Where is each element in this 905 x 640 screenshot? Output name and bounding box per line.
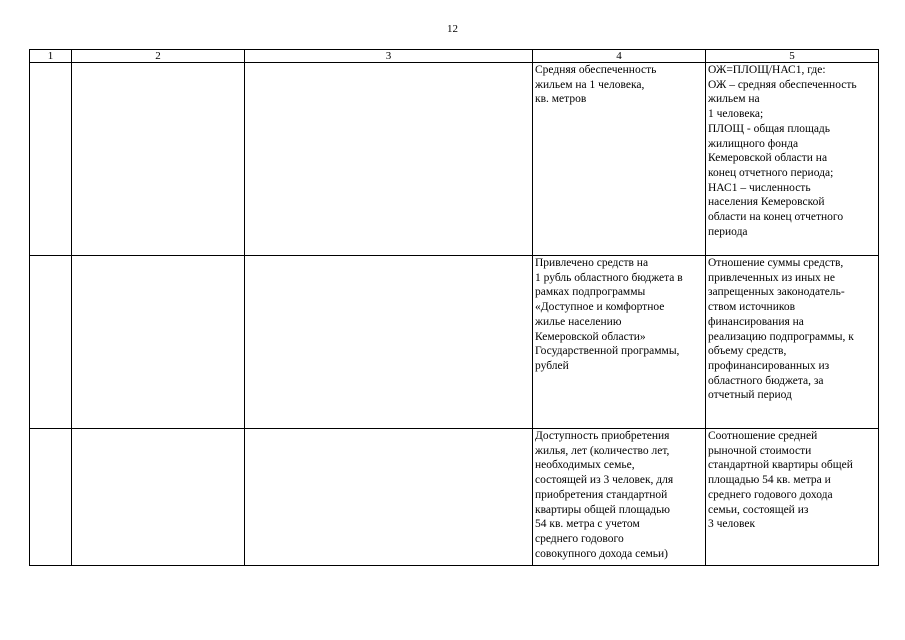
cell-col3 bbox=[245, 429, 533, 566]
table-header-row bbox=[30, 50, 879, 63]
table-row bbox=[30, 429, 879, 566]
formula-cell: Отношение суммы средств, привлеченных из иных не запрещенных законодатель- ством источников финансирования на реализацию подпрограммы, к объему средств, профинансированных из областного бюджета, за отчетный период bbox=[706, 256, 879, 429]
indicator-cell: Доступность приобретения жилья, лет (количество лет, необходимых семье, состоящей из 3 человек, для приобретения стандартной квартиры общей площадью 54 кв. метра с учетом среднего годового совокупного дохода семьи) bbox=[533, 429, 706, 566]
indicator-cell: Средняя обеспеченность жильем на 1 человека, кв. метров bbox=[533, 63, 706, 256]
cell-col1 bbox=[30, 429, 72, 566]
cell-col2 bbox=[72, 429, 245, 566]
cell-col1 bbox=[30, 63, 72, 256]
cell-col2 bbox=[72, 256, 245, 429]
formula-cell: Соотношение средней рыночной стоимости стандартной квартиры общей площадью 54 кв. метра и среднего годового дохода семьи, состоящей из 3 человек bbox=[706, 429, 879, 566]
cell-col1 bbox=[30, 256, 72, 429]
table-row bbox=[30, 63, 879, 256]
cell-col2 bbox=[72, 63, 245, 256]
indicators-table bbox=[29, 49, 879, 566]
page-number: 12 bbox=[447, 23, 458, 35]
indicator-cell: Привлечено средств на 1 рубль областного бюджета в рамках подпрограммы «Доступное и комфортное жилье населению Кемеровской области» Государственной программы, рублей bbox=[533, 256, 706, 429]
column-header-5: 5 bbox=[706, 50, 879, 63]
column-header-2: 2 bbox=[72, 50, 245, 63]
cell-col3 bbox=[245, 63, 533, 256]
formula-cell: ОЖ=ПЛОЩ/НАС1, где: ОЖ – средняя обеспеченность жильем на 1 человека; ПЛОЩ - общая площадь жилищного фонда Кемеровской области на конец отчетного периода; НАС1 – численность населения Кемеровской области на конец отчетного периода bbox=[706, 63, 879, 256]
column-header-1: 1 bbox=[30, 50, 72, 63]
table-row bbox=[30, 256, 879, 429]
column-header-4: 4 bbox=[533, 50, 706, 63]
cell-col3 bbox=[245, 256, 533, 429]
column-header-3: 3 bbox=[245, 50, 533, 63]
